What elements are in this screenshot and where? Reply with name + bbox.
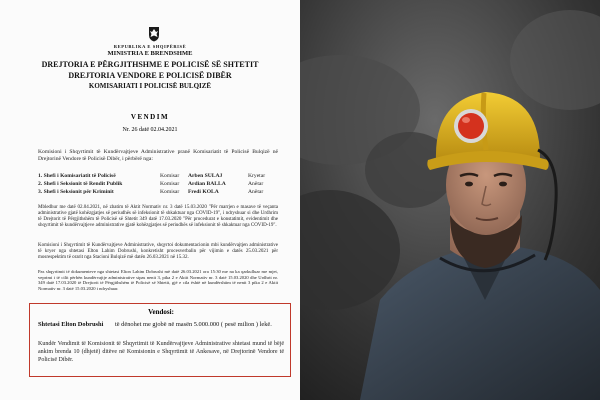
member-row [38, 188, 283, 196]
header-directorate-general: DREJTORIA E PËRGJITHSHME E POLICISË SË SHTETIT [41, 60, 259, 69]
miner-portrait-image [300, 0, 600, 400]
legal-basis-paragraph: Mbledhur me datë 02.04.2021, në zbatim të Aktit Normativ nr. 3 datë 15.03.2020 "Për marrjen e masave të veçanta administrative gjatë kohëzgjatjes së periudhës së infeksionit të shkaktuar nga COVID-19", i ndryshuar si dhe Urdhrim të Drejtorit të Përgjithshëm të Policisë së Shtetit 349 datë 17.03.2020 "Për procedurat e konstatimit, evidentimit dhe shqyrtimit të kundërvajtjeve administrative gjatë kohëzgjatjes së periudhës së infeksionit të shkaktuar nga COVID-19". [38, 205, 278, 228]
eagle-emblem-icon [147, 26, 161, 42]
intro-paragraph: Komisioni i Shqyrtimit të Kundërvajtjeve Administrative pranë Komisariatit të Policisë Bulqizë në Drejtorinë Vendore të Policisë Dibër, i përbërë nga: [38, 149, 278, 162]
member-position: Anëtar [248, 181, 264, 187]
header-republic: REPUBLIKA E SHQIPËRISË [113, 44, 187, 49]
decision-person: Shtetasi Elton Dobrushi [38, 321, 104, 328]
review-paragraph: Komisioni i Shqyrtimit të Kundërvajtjeve Administrative, shqyrtoi dokumentacionin mbi kundërvajtjen administrative të kryer nga shtetasi Elton Lahim Dobrushi, konkretisht procesverbalin për vijimin e datës 25.03.2021 për mosrespektim të orarit nga Stacioni Bulqizë më datën 26.03.2021 në 15.32. [38, 243, 278, 260]
member-role: 1. Shefi i Komisariatit të Policisë [38, 173, 116, 179]
header-ministry: MINISTRIA E BRENDSHME [107, 50, 193, 57]
member-rank: Komisar [160, 173, 180, 179]
decision-appeal: Kundër Vendimit të Komisionit të Shqyrtimit të Kundërvajtjeve Administrative shtetasi mund të bëjë ankim brenda 10 (dhjetë) ditëve në Komisionin e Shqyrtimit të Ankesave, në Drejtorinë Vendore të Policisë Dibër. [38, 341, 284, 363]
member-row [38, 180, 283, 188]
member-name: Fredi KOLA [188, 189, 219, 195]
decision-fine-line [38, 321, 272, 328]
member-position: Anëtar [248, 189, 264, 195]
member-rank: Komisar [160, 181, 180, 187]
decision-fine: të dënohet me gjobë në masën 5.000.000 ( pesë milion ) lekë. [114, 321, 272, 328]
document-number: Nr. 26 datë 02.04.2021 [122, 127, 178, 133]
header-directorate-local: DREJTORIA VENDORE E POLICISË DIBËR [68, 71, 232, 80]
findings-paragraph: Pas shqyrtimit të dokumenteve nga shtetasi Elton Lahim Dobrushi më datë 26.03.2021 ora 15:30 me na ka qarkulluar me mjet, veprimi i të cilit përbën kundërvajtje administrative sipas nenit 3, pika 2 e Aktit Normativ nr. 3 datë 15.03.2020 dhe Urdhrit nr. 349 datë 17.03.2020 të Drejtorit të Përgjithshëm të Policisë së Shtetit, gjë e cila është në kundërshtim të nenit 3 pika 2 e Aktit Normativ nr. 3 datë 15.03.2020 i ndryshuar. [38, 269, 278, 291]
member-role: 3. Shefi i Seksionit për Kriminit [38, 189, 114, 195]
document-title: VENDIM [130, 113, 170, 121]
member-name: Arben SULAJ [188, 173, 223, 179]
decision-box [29, 303, 291, 377]
miner-photo [300, 0, 600, 400]
member-position: Kryetar [248, 173, 266, 179]
header-commissariat: KOMISARIATI I POLICISË BULQIZË [88, 82, 212, 90]
decision-title: Vendosi: [148, 308, 174, 316]
member-rank: Komisar [160, 189, 180, 195]
member-role: 2. Shefi i Seksionit të Rendit Publik [38, 181, 123, 187]
commission-members [38, 172, 283, 196]
member-name: Ardian BALLA [188, 181, 226, 187]
member-row [38, 172, 283, 180]
